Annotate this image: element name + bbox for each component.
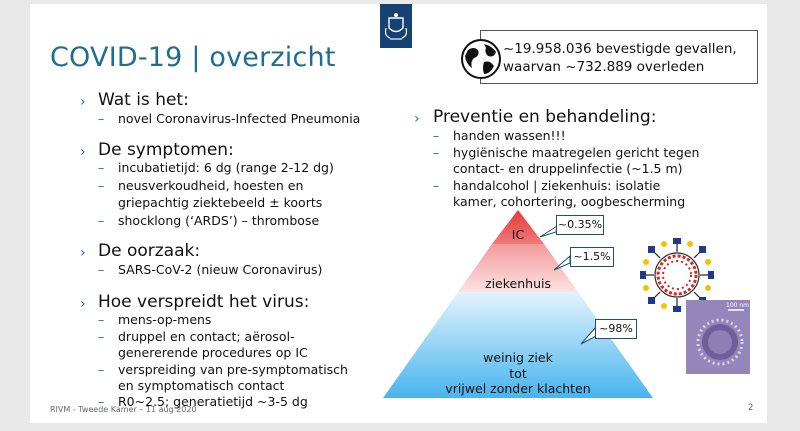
section-heading-wat-is-het: Wat is het: xyxy=(98,90,189,110)
bullet-dash: – xyxy=(98,362,105,377)
list-item: incubatietijd: 6 dg (range 2-12 dg) xyxy=(118,160,334,175)
list-item: en symptomatisch contact xyxy=(118,378,285,393)
stats-line-2: waarvan ~732.889 overleden xyxy=(503,59,705,75)
bullet-dash: – xyxy=(98,178,105,193)
bullet-chevron-icon: › xyxy=(80,245,86,261)
list-item: hygiënische maatregelen gericht tegen xyxy=(453,145,700,160)
slide-title: COVID-19 | overzicht xyxy=(50,42,336,73)
bullet-dash: – xyxy=(98,262,105,277)
section-heading-preventie: Preventie en behandeling: xyxy=(433,107,657,127)
list-item: neusverkoudheid, hoesten en xyxy=(118,178,304,193)
pyramid-label-ic: IC xyxy=(511,227,525,242)
pyramid-label-zonder-klachten: vrijwel zonder klachten xyxy=(445,381,591,396)
list-item: mens-op-mens xyxy=(118,312,212,327)
bullet-dash: – xyxy=(98,111,105,126)
list-item: druppel en contact; aërosol- xyxy=(118,329,295,344)
section-heading-symptomen: De symptomen: xyxy=(98,140,234,160)
bullet-chevron-icon: › xyxy=(80,94,86,110)
section-heading-verspreiding: Hoe verspreidt het virus: xyxy=(98,292,310,312)
list-item: kamer, cohortering, oogbescherming xyxy=(453,194,686,209)
list-item: novel Coronavirus-Infected Pneumonia xyxy=(118,111,361,126)
bullet-dash: – xyxy=(98,160,105,175)
slide xyxy=(30,4,767,423)
bullet-chevron-icon: › xyxy=(80,296,86,312)
bullet-chevron-icon: › xyxy=(414,111,420,127)
list-item: handalcohol | ziekenhuis: isolatie xyxy=(453,178,661,193)
list-item: verspreiding van pre-symptomatisch xyxy=(118,362,348,377)
list-item: shocklong (‘ARDS’) – thrombose xyxy=(118,213,320,228)
pyramid-label-tot: tot xyxy=(509,366,527,381)
bullet-dash: – xyxy=(433,145,440,160)
bullet-dash: – xyxy=(98,394,105,409)
bullet-chevron-icon: › xyxy=(80,144,86,160)
list-item: R0~2.5; generatietijd ~3-5 dg xyxy=(118,394,308,409)
bullet-dash: – xyxy=(98,329,105,344)
callout-pointer xyxy=(540,226,557,237)
footer-text: RIVM - Tweede Kamer – 11 aug 2020 xyxy=(50,405,197,414)
pyramid-label-ziekenhuis: ziekenhuis xyxy=(485,276,551,291)
section-heading-oorzaak: De oorzaak: xyxy=(98,241,201,261)
pyramid-label-weinig-ziek: weinig ziek xyxy=(483,350,553,365)
bullet-dash: – xyxy=(98,213,105,228)
bullet-dash: – xyxy=(433,128,440,143)
micrograph-scale-label: 100 nm xyxy=(726,302,750,309)
list-item: genererende procedures op IC xyxy=(118,345,308,360)
list-item: contact- en druppelinfectie (~1.5 m) xyxy=(453,161,683,176)
bullet-dash: – xyxy=(98,312,105,327)
list-item: handen wassen!!! xyxy=(453,128,566,143)
callout-weinig-ziek-percent: ~98% xyxy=(595,319,637,339)
callout-ziekenhuis-percent: ~1.5% xyxy=(570,247,614,267)
callout-ic-percent: ~0.35% xyxy=(556,215,604,235)
list-item: griepachtig ziektebeeld ± koorts xyxy=(118,195,323,210)
list-item: SARS-CoV-2 (nieuw Coronavirus) xyxy=(118,262,323,277)
page-number: 2 xyxy=(748,403,754,413)
bullet-dash: – xyxy=(433,178,440,193)
severity-pyramid xyxy=(30,4,767,423)
stats-line-1: ~19.958.036 bevestigde gevallen, xyxy=(503,41,737,57)
virus-micrograph xyxy=(686,300,750,374)
